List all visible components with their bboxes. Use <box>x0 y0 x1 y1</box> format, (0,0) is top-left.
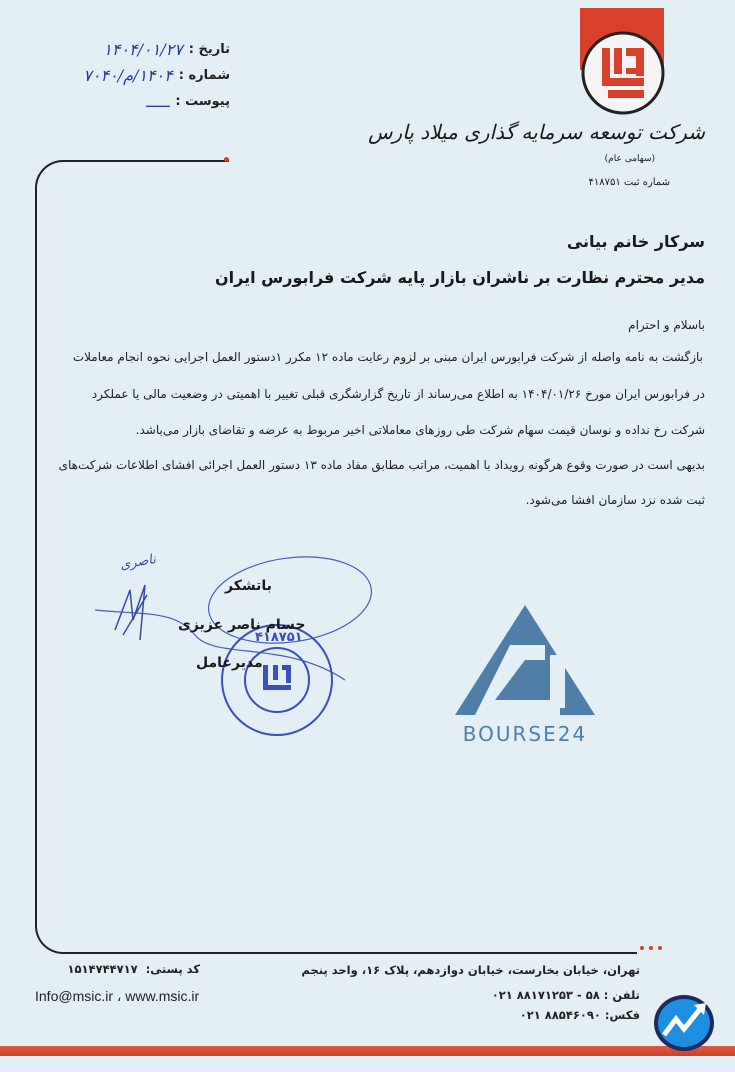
footer-fax: فکس: ۸۸۵۴۶۰۹۰ ۰۲۱ <box>519 1008 640 1022</box>
company-logo-icon <box>578 28 668 118</box>
page-frame <box>35 160 637 954</box>
attachment-row <box>40 90 230 112</box>
trend-badge-icon <box>652 993 716 1053</box>
postal-label: کد پستی: <box>145 962 200 976</box>
attachment-value: ـــــ <box>145 91 170 111</box>
frame-gap <box>229 158 645 164</box>
body-line: بدیهی است در صورت وقوع هرگونه رویداد با اهمیت، مراتب مطابق مفاد ماده ۱۳ دستور العمل اجرائی افشای اطلاعات شرکت‌های <box>58 458 705 472</box>
frame-dots <box>640 946 670 952</box>
number-label: شماره : <box>178 67 230 83</box>
signer-title: مدیرعامل <box>196 655 263 671</box>
attachment-label: پیوست : <box>175 93 230 109</box>
footer-phone: تلفن : ۵۸ - ۸۸۱۷۱۲۵۳ ۰۲۱ <box>491 988 640 1002</box>
body-line: بازگشت به نامه واصله از شرکت فرابورس ایران مبنی بر لزوم رعایت ماده ۱۲ مکرر ۱دستور العمل اجرایی نحوه انجام معاملات <box>72 350 703 364</box>
handwritten-name: ناصری <box>118 551 157 574</box>
greeting: باسلام و احترام <box>628 318 705 332</box>
footer-address: تهران، خیابان بخارست، خیابان دوازدهم، پلاک ۱۶، واحد پنجم <box>301 963 640 977</box>
footer-red-bar <box>0 1046 735 1056</box>
registration-number: شماره ثبت ۴۱۸۷۵۱ <box>588 177 670 188</box>
closing: باتشکر <box>225 578 272 594</box>
frame-dot <box>224 157 229 162</box>
number-value: ۱۴۰۴/م/۷۰۴۰ <box>83 65 173 85</box>
body-line: ثبت شده نزد سازمان افشا می‌شود. <box>525 493 705 507</box>
stamp-number: ۴۱۸۷۵۱ <box>255 630 303 645</box>
body-line: شرکت رخ نداده و نوسان قیمت سهام شرکت طی روزهای معاملاتی اخیر مربوط به عرضه و تقاضای بازار می‌باشد. <box>135 423 705 437</box>
recipient-title: مدیر محترم نظارت بر ناشران بازار پایه شرکت فرابورس ایران <box>215 268 705 287</box>
postal-code: ۱۵۱۴۷۴۴۷۱۷ <box>67 962 138 976</box>
company-type: (سهامی عام) <box>604 154 655 164</box>
recipient: سرکار خانم بیانی <box>566 232 705 251</box>
footer-web: Info@msic.ir ، www.msic.ir <box>35 988 200 1004</box>
body-line: در فرابورس ایران مورخ ۱۴۰۴/۰۱/۲۶ به اطلاع می‌رساند از تاریخ گزارشگری قبلی تغییر با اهمیتی در وضعیت مالی یا عملکرد <box>91 387 705 401</box>
date-row <box>40 38 230 60</box>
signer-name: حسام ناصر عزیزی <box>178 617 306 633</box>
company-name: شرکت توسعه سرمایه گذاری میلاد پارس <box>368 120 705 144</box>
date-label: تاریخ : <box>188 41 230 57</box>
date-value: ۱۴۰۴/۰۱/۲۷ <box>103 39 183 59</box>
footer-postal <box>35 962 200 976</box>
watermark-text: BOURSE24 <box>462 722 588 746</box>
number-row <box>40 64 230 86</box>
